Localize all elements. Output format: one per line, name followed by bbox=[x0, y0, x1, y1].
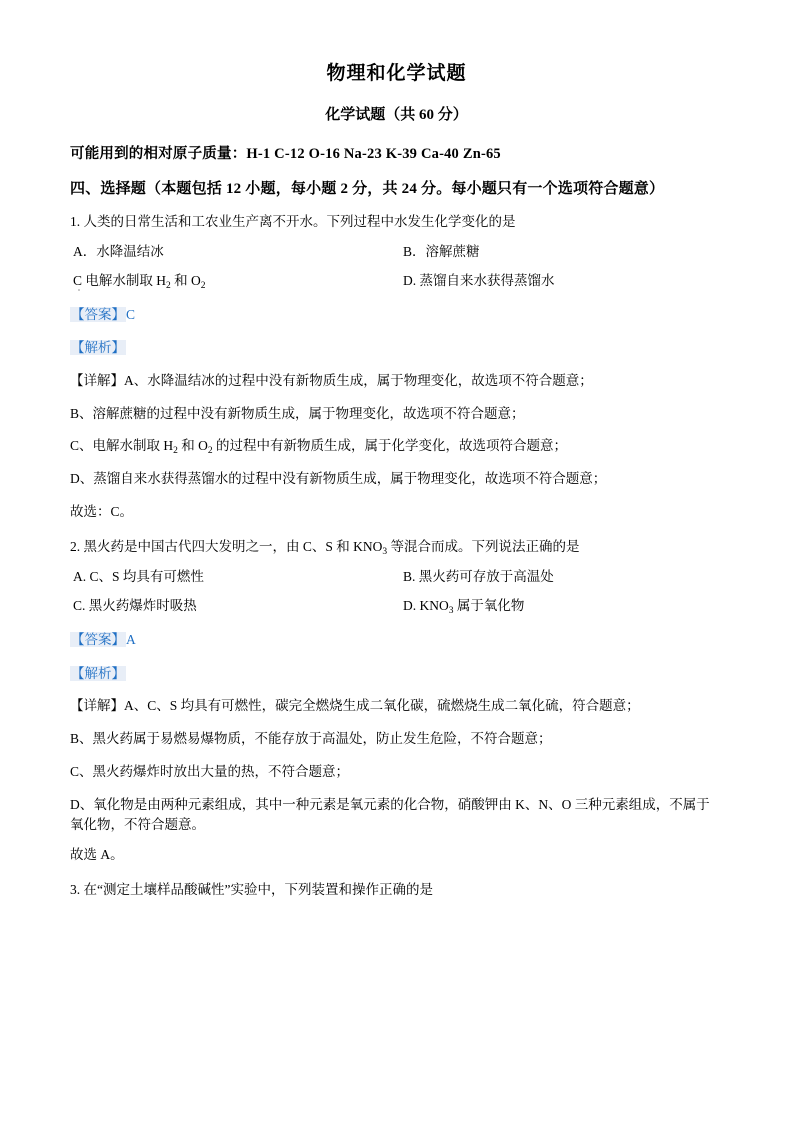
analysis-label: 【解析】 bbox=[71, 665, 125, 681]
question-2-stem bbox=[70, 537, 723, 557]
question-1-detail-4: D、蒸馏自来水获得蒸馏水的过程中没有新物质生成，属于物理变化，故选项不符合题意； bbox=[70, 471, 607, 487]
question-3-stem: 3. 在“测定土壤样品酸碱性”实验中，下列装置和操作正确的是 bbox=[70, 882, 433, 898]
question-2-analysis-line bbox=[70, 664, 723, 684]
scan-artifact-dot bbox=[78, 289, 80, 291]
page-subtitle: 化学试题（共 60 分） bbox=[325, 107, 468, 123]
question-1-detail-5: 故选：C。 bbox=[70, 504, 134, 520]
answer-label: 【答案】 bbox=[71, 632, 125, 648]
question-2-detail-3: C、黑火药爆炸时放出大量的热，不符合题意； bbox=[70, 763, 350, 779]
question-1-option-c bbox=[70, 271, 403, 292]
option-c-text-mid: 和 O bbox=[170, 273, 201, 289]
question-1-detail-1: 【详解】A、水降温结冰的过程中没有新物质生成，属于物理变化，故选项不符合题意； bbox=[70, 372, 593, 388]
question-1-detail-3: C、电解水制取 $H_2$ 和 $O_2$ 的过程中有新物质生成，属于化学变化，故选项符合题意； bbox=[70, 438, 568, 457]
question-2-detail-1: 【详解】A、C、S 均具有可燃性，碳完全燃烧生成二氧化碳，硫燃烧生成二氧化硫，符合题意； bbox=[70, 697, 640, 713]
question-2-answer-line bbox=[70, 630, 723, 650]
option-row bbox=[70, 271, 723, 292]
question-2-option-d bbox=[403, 596, 723, 617]
option-d-text-post: 属于氧化物 bbox=[453, 598, 525, 614]
formula-subscript: 2 bbox=[207, 446, 213, 457]
question-2-option-c: C. 黑火药爆炸时吸热 bbox=[73, 598, 197, 614]
page-title: 物理和化学试题 bbox=[326, 63, 467, 84]
option-d-text-pre: D. KNO bbox=[403, 598, 449, 614]
section-heading-multiple-choice: 四、选择题（本题包括 12 小题，每小题 2 分，共 24 分。每小题只有一个选项符合题意） bbox=[70, 181, 665, 197]
question-1-analysis-line bbox=[70, 338, 723, 358]
question-2-option-b: B. 黑火药可存放于高温处 bbox=[403, 569, 554, 585]
option-c-subscript-2: 2 bbox=[200, 281, 206, 292]
question-1-option-d: D. 蒸馏自来水获得蒸馏水 bbox=[403, 273, 555, 289]
question-1-answer-value: C bbox=[126, 307, 136, 323]
question-2-option-a: A. C、S 均具有可燃性 bbox=[73, 569, 204, 585]
question-2-stem-post: 等混合而成。下列说法正确的是 bbox=[387, 539, 580, 555]
analysis-label: 【解析】 bbox=[71, 340, 125, 356]
question-2-options bbox=[70, 567, 723, 617]
option-c-subscript-1: 2 bbox=[166, 281, 171, 292]
option-row bbox=[70, 567, 723, 588]
question-1-option-a: A．水降温结冰 bbox=[73, 244, 164, 260]
option-row bbox=[70, 242, 723, 263]
question-1-option-b: B．溶解蔗糖 bbox=[403, 244, 480, 260]
question-1-options bbox=[70, 242, 723, 292]
question-2-stem-subscript: 3 bbox=[382, 547, 388, 558]
option-d-subscript: 3 bbox=[448, 606, 454, 617]
question-2-answer-value: A bbox=[126, 632, 136, 648]
option-c-text-pre: C 电解水制取 H bbox=[73, 273, 167, 289]
formula-subscript: 2 bbox=[173, 446, 178, 457]
question-1-detail-2: B、溶解蔗糖的过程中没有新物质生成，属于物理变化，故选项不符合题意； bbox=[70, 405, 525, 421]
relative-atomic-mass-notice: 可能用到的相对原子质量：H-1 C-12 O-16 Na-23 K-39 Ca-40 Zn-65 bbox=[70, 146, 501, 162]
question-2-detail-2: B、黑火药属于易燃易爆物质，不能存放于高温处，防止发生危险，不符合题意； bbox=[70, 730, 552, 746]
question-1-stem: 1. 人类的日常生活和工农业生产离不开水。下列过程中水发生化学变化的是 bbox=[70, 214, 516, 229]
answer-label: 【答案】 bbox=[71, 307, 125, 323]
question-2-stem-pre: 2. 黑火药是中国古代四大发明之一，由 C、S 和 KNO bbox=[70, 539, 383, 555]
option-row bbox=[70, 596, 723, 617]
question-2-detail-5: 故选 A。 bbox=[70, 847, 124, 863]
question-1-answer-line bbox=[70, 305, 723, 325]
question-2-detail-4: D、氧化物是由两种元素组成，其中一种元素是氧元素的化合物，硝酸钾由 K、N、O 三种元素组成，不属于氧化物，不符合题意。 bbox=[70, 796, 710, 833]
